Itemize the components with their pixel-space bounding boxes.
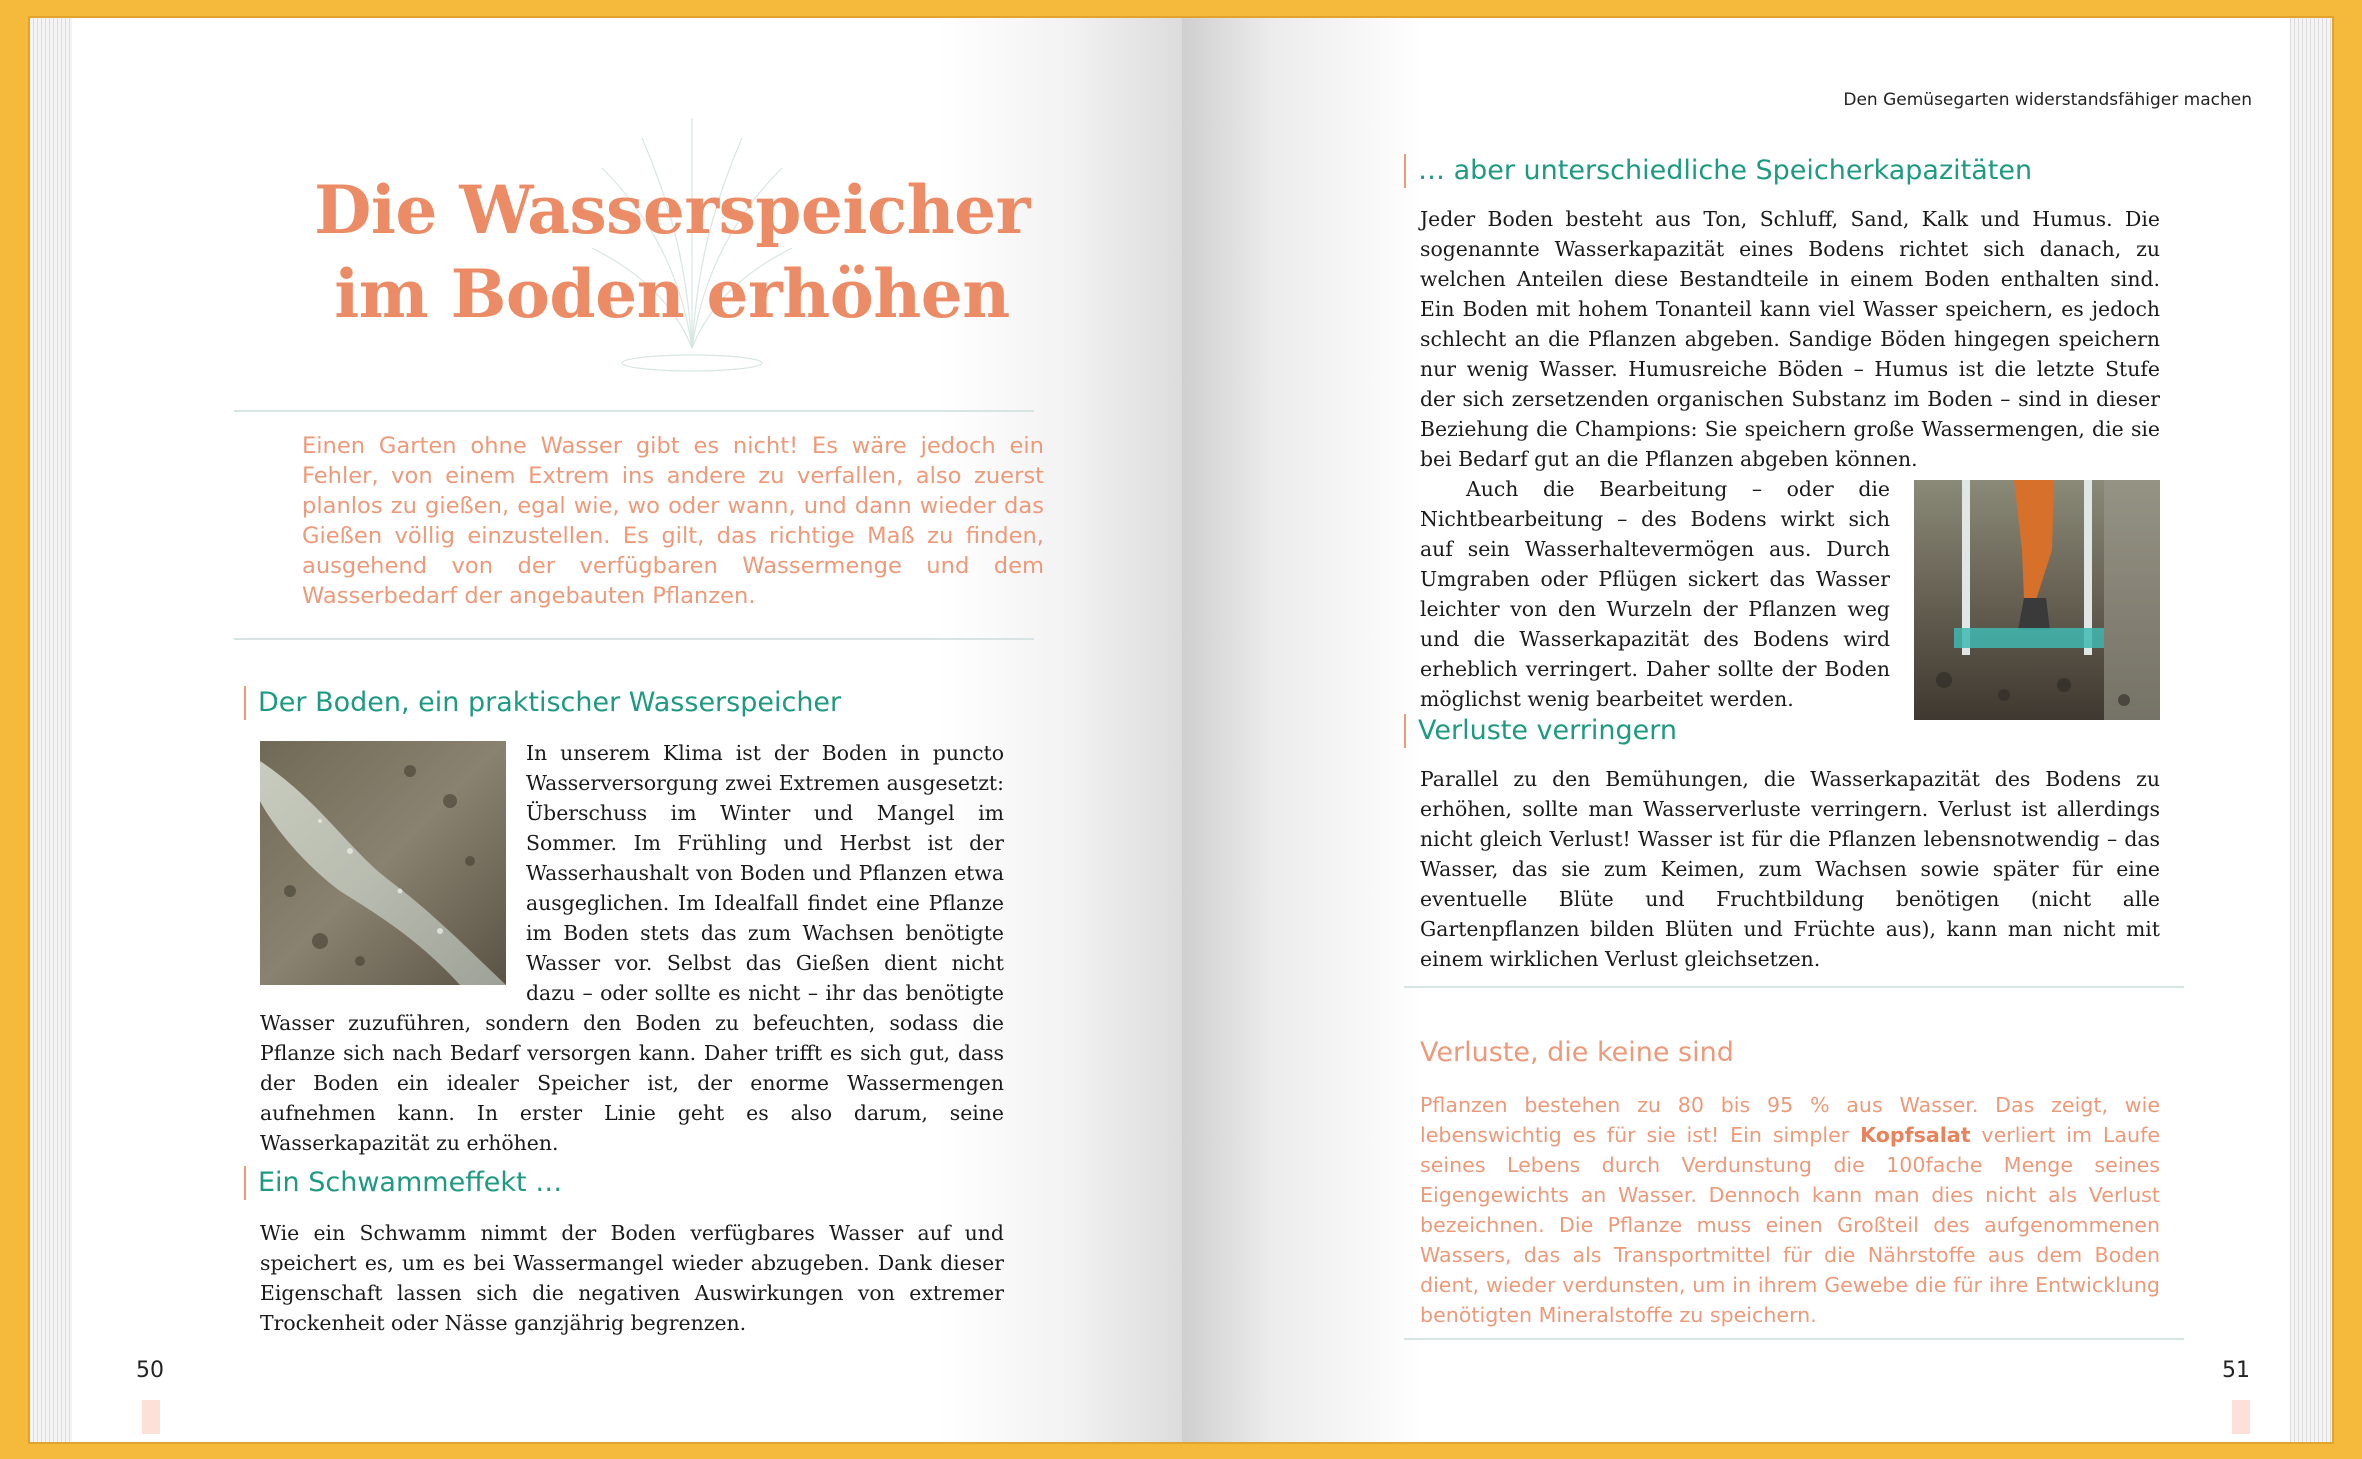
page-tab-right	[2232, 1400, 2250, 1434]
running-header: Den Gemüsegarten widerstandsfähiger machen	[1843, 90, 2252, 110]
left-page	[72, 18, 1182, 1442]
section-text-boden	[260, 738, 1004, 1158]
section-heading-boden: Der Boden, ein praktischer Wasserspeicher	[244, 686, 1038, 720]
box-bottom-rule	[1404, 1338, 2184, 1340]
section-heading-schwamm: Ein Schwammeffekt …	[244, 1166, 1038, 1200]
title-line-2: im Boden erhöhen	[334, 255, 1010, 333]
right-page	[1182, 18, 2290, 1442]
section-heading-speicherkapazitaeten: … aber unterschiedliche Speicherkapazitäten	[1404, 154, 2218, 188]
section-heading-verluste: Verluste verringern	[1404, 714, 2218, 748]
speicher-paragraph-2: Auch die Bearbeitung – oder die Nichtbearbeitung – des Bodens wirkt sich auf sein Wasserhaltevermögen aus. Durch Umgraben oder Pflügen sickert das Wasser leichter von den Wurzeln der Pflanzen weg und die Wasserkapazität des Bodens wird erheblich verringert. Daher sollte der Boden möglichst wenig bearbeitet werden.	[1420, 477, 1890, 711]
verluste-paragraph: Parallel zu den Bemühungen, die Wasserkapazität des Bodens zu erhöhen, sollte man Wasserverluste verringern. Verlust ist allerdings nicht gleich Verlust! Wasser ist für die Pflanzen lebensnotwendig – das Wasser, das sie zum Keimen, zum Wachsen sowie später für eine eventuelle Blüte und Fruchtbildung benötigen (nicht alle Gartenpflanzen bilden Blüten und Früchte aus), kann man nicht mit einem wirklichen Verlust gleichsetzen.	[1420, 767, 2160, 971]
section-text-schwamm	[260, 1218, 1004, 1338]
section-text-schwamm-paragraph: Wie ein Schwamm nimmt der Boden verfügbares Wasser auf und speichert es, um es bei Wassermangel wieder abzugeben. Dank dieser Eigenschaft lassen sich die negativen Auswirkungen von extremer Trockenheit oder Nässe ganzjährig begrenzen.	[260, 1221, 1004, 1335]
box-text	[1420, 1090, 2160, 1330]
wet-soil-photo	[260, 741, 506, 985]
box-top-rule	[1404, 986, 2184, 988]
page-edges-left	[30, 18, 72, 1442]
page-title	[272, 168, 1072, 336]
section-text-speicherkapazitaeten	[1420, 204, 2160, 726]
page-number-right: 51	[2222, 1358, 2250, 1383]
intro-top-rule	[234, 410, 1034, 412]
page-edges-right	[2290, 18, 2332, 1442]
intro-bottom-rule	[234, 638, 1034, 640]
soil-tool-photo	[1914, 480, 2160, 720]
speicher-paragraph-1: Jeder Boden besteht aus Ton, Schluff, Sand, Kalk und Humus. Die sogenannte Wasserkapazität eines Bodens richtet sich danach, zu welchen Anteilen diese Bestandteile in einem Boden enthalten sind. Ein Boden mit hohem Tonanteil kann viel Wasser speichern, es jedoch schlecht an die Pflanzen abgeben. Sandige Böden hingegen speichern nur wenig Wasser. Humusreiche Böden – Humus ist die letzte Stufe der sich zersetzenden organischen Substanz im Boden – sind in dieser Beziehung die Champions: Sie speichern große Wassermengen, die sie bei Bedarf gut an die Pflanzen abgeben können.	[1420, 207, 2160, 471]
section-text-verluste	[1420, 764, 2160, 974]
section-text-boden-paragraph: In unserem Klima ist der Boden in puncto Wasserversorgung zwei Extremen ausgesetzt: Überschuss im Winter und Mangel im Sommer. Im Frühling und Herbst ist der Wasserhaushalt von Boden und Pflanzen etwa ausgeglichen. Im Idealfall findet eine Pflanze im Boden stets das zum Wachsen benötigte Wasser vor. Selbst das Gießen dient nicht dazu – oder sollte es nicht – ihr das benötigte Wasser zuzuführen, sondern den Boden zu befeuchten, sodass die Pflanze sich nach Bedarf versorgen kann. Daher trifft es sich gut, dass der Boden ein idealer Speicher ist, der enorme Wassermengen aufnehmen kann. In erster Linie geht es also darum, seine Wasserkapazität zu erhöhen.	[260, 741, 1004, 1155]
box-text-after: verliert im Laufe seines Lebens durch Verdunstung die 100fache Menge seines Eigengewichts an Wasser. Dennoch kann man dies nicht als Verlust bezeichnen. Die Pflanze muss einen Großteil des aufgenommenen Wassers, das als Transportmittel für die Nährstoffe aus dem Boden dient, wieder verdunsten, um in ihrem Gewebe die für ihre Entwicklung benötigten Mineralstoffe zu speichern.	[1420, 1123, 2160, 1327]
box-text-bold: Kopfsalat	[1860, 1123, 1971, 1147]
box-heading: Verluste, die keine sind	[1420, 1037, 1734, 1068]
intro-paragraph: Einen Garten ohne Wasser gibt es nicht! Es wäre jedoch ein Fehler, von einem Extrem ins andere zu verfallen, also zuerst planlos zu gießen, egal wie, wo oder wann, und dann wieder das Gießen völlig einzustellen. Es gilt, das richtige Maß zu finden, ausgehend von der verfügbaren Wassermenge und dem Wasserbedarf der angebauten Pflanzen.	[302, 433, 1044, 609]
page-number-left: 50	[136, 1358, 164, 1383]
box-text-before: Pflanzen bestehen zu 80 bis 95 % aus Wasser. Das zeigt, wie lebenswichtig es für sie ist! Ein simpler	[1420, 1093, 2160, 1147]
page-tab-left	[142, 1400, 160, 1434]
open-book	[30, 18, 2332, 1442]
title-line-1: Die Wasserspeicher	[314, 171, 1030, 249]
